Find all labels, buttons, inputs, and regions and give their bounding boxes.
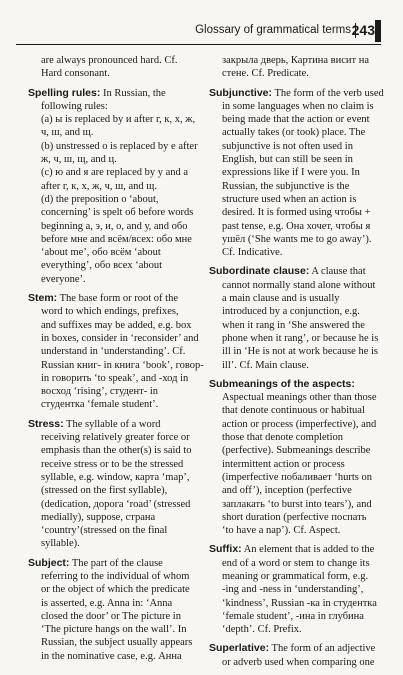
glossary-line: Russian, the subjunctive is the bbox=[222, 180, 350, 192]
glossary-line: after г, к, х, ж, ч, ш, and щ. bbox=[41, 180, 157, 192]
glossary-line: закрыла дверь, Картина висит на bbox=[222, 55, 370, 66]
glossary-line: phone when it rang’, or because he is bbox=[222, 332, 379, 344]
glossary-line: in boxes, consider in ‘reconsider’ and bbox=[41, 332, 199, 344]
glossary-line: Stem: The base form or root of the bbox=[28, 292, 178, 305]
glossary-line: (a) ы is replaced by и after г, к, х, ж, bbox=[41, 114, 196, 126]
glossary-line: a main clause and is usually bbox=[222, 293, 340, 305]
glossary-line: in говорить ‘to speak’, and -ход in bbox=[41, 372, 189, 384]
glossary-term: Subject: bbox=[28, 556, 70, 569]
glossary-line: ‘depth’. Cf. Prefix. bbox=[222, 624, 302, 636]
glossary-line: receive stress or to be the stressed bbox=[41, 458, 184, 470]
glossary-line: Aspectual meanings other than those bbox=[222, 392, 377, 404]
glossary-term: Stress: bbox=[28, 417, 64, 430]
glossary-line: Russian книг- in книга ‘book’, говор- bbox=[41, 359, 204, 371]
left-column bbox=[28, 54, 204, 669]
glossary-line: (perfective). Submeanings describe bbox=[222, 445, 371, 457]
glossary-line: -ing and -ness in ‘understanding’, bbox=[222, 584, 364, 596]
glossary-line: Suffix: An element that is added to the bbox=[209, 543, 375, 556]
glossary-line: receiving relatively greater force or bbox=[41, 432, 190, 444]
glossary-line: стене. Cf. Predicate. bbox=[222, 68, 309, 80]
glossary-line: past tense, e.g. Она хочет, чтобы я bbox=[222, 220, 371, 232]
glossary-line: word to which endings, prefixes, bbox=[41, 306, 179, 318]
glossary-line: closed the door’ or The picture in bbox=[41, 610, 181, 622]
glossary-entry bbox=[28, 87, 200, 286]
glossary-entry bbox=[28, 418, 200, 551]
glossary-line: ill’. Cf. Main clause. bbox=[222, 359, 309, 371]
glossary-line: or adverb used when comparing one bbox=[222, 656, 375, 668]
glossary-term: Subordinate clause: bbox=[209, 265, 310, 278]
glossary-entry bbox=[209, 87, 387, 260]
glossary-entry bbox=[209, 543, 387, 636]
glossary-line: structure used when an action is bbox=[222, 193, 357, 205]
glossary-line: or the object of which the predicate bbox=[41, 584, 190, 596]
glossary-entry bbox=[209, 378, 387, 538]
glossary-line: when it rang in ‘She answered the bbox=[222, 319, 365, 331]
glossary-line: being made that the action or event bbox=[222, 114, 370, 126]
glossary-line: medially), suppose, страна bbox=[41, 511, 156, 523]
glossary-line: ‘kindness’, Russian -ка in студентка bbox=[222, 597, 377, 609]
glossary-line: subjunctive is not often used in bbox=[222, 140, 353, 152]
header-thumb-tab bbox=[375, 20, 381, 42]
glossary-line: Subjunctive: The form of the verb used bbox=[209, 86, 384, 99]
glossary-line: ушёл (‘She wants me to go away’). bbox=[222, 233, 372, 245]
glossary-line: ‘about me’, обо всём ‘about bbox=[41, 247, 161, 259]
glossary-entry bbox=[28, 292, 204, 412]
glossary-line: ч, ш, and щ. bbox=[41, 127, 94, 139]
glossary-entry bbox=[209, 642, 387, 669]
glossary-line: is asserted, e.g. Anna in: ‘Anna bbox=[41, 597, 173, 609]
glossary-line: and suffixes may be added, e.g. box bbox=[41, 319, 192, 331]
glossary-line: Subordinate clause: A clause that bbox=[209, 265, 366, 278]
glossary-term: Suffix: bbox=[209, 543, 242, 556]
glossary-line: Hard consonant. bbox=[41, 68, 110, 80]
glossary-line: actually takes (or took) place. The bbox=[222, 127, 366, 139]
glossary-line: ж, ч, ш, щ, and ц. bbox=[41, 154, 117, 166]
right-column bbox=[209, 54, 387, 675]
glossary-line: are always pronounced hard. Cf. bbox=[41, 55, 178, 66]
glossary-line: beginning а, э, и, о, and у, and обо bbox=[41, 220, 188, 232]
glossary-line: English, but can still be seen in bbox=[222, 154, 353, 166]
glossary-line: Cf. Indicative. bbox=[222, 247, 283, 259]
glossary-entry bbox=[28, 54, 200, 81]
glossary-line: заплакать ‘to burst into tears’), and bbox=[222, 498, 372, 510]
glossary-line: Subject: The part of the clause bbox=[28, 556, 163, 569]
glossary-line: short duration (perfective поспать bbox=[222, 511, 367, 523]
glossary-line: ill in ‘He is not at work because he is bbox=[222, 346, 379, 358]
glossary-line: (imperfective побаливает ‘hurts on bbox=[222, 471, 372, 483]
glossary-line: introduced by a conjunction, e.g. bbox=[222, 306, 360, 318]
glossary-line: in the nominative case, e.g. Анна bbox=[41, 650, 182, 662]
glossary-line: and off’), inception (perfective bbox=[222, 485, 352, 497]
glossary-line: Russian, the subject usually appears bbox=[41, 637, 193, 649]
glossary-line: ‘country’(stressed on the final bbox=[41, 525, 168, 537]
glossary-line: concerning’ is spelt об before words bbox=[41, 207, 194, 219]
page-number: 243 bbox=[351, 22, 375, 38]
glossary-line: (c) ю and я are replaced by у and а bbox=[41, 167, 189, 179]
glossary-line: Spelling rules: In Russian, the bbox=[28, 86, 166, 99]
glossary-line: ‘The picture hangs on the wall’. In bbox=[41, 624, 187, 636]
glossary-entry bbox=[209, 54, 387, 81]
glossary-term: Submeanings of the aspects: bbox=[209, 377, 355, 390]
glossary-line: (stressed on the first syllable), bbox=[41, 485, 168, 497]
glossary-line: in some languages when no claim is bbox=[222, 100, 374, 112]
glossary-line: those that denote completion bbox=[222, 432, 344, 444]
glossary-term: Subjunctive: bbox=[209, 86, 273, 99]
glossary-line bbox=[209, 378, 387, 391]
glossary-line: cannot normally stand alone without bbox=[222, 279, 376, 291]
glossary-entry bbox=[209, 265, 387, 371]
glossary-term: Superlative: bbox=[209, 642, 270, 655]
glossary-line: before мне and всём/всех: обо мне bbox=[41, 233, 192, 245]
glossary-line: восход ‘rising’, студент- in bbox=[41, 386, 159, 398]
glossary-entry bbox=[28, 557, 200, 663]
glossary-term: Spelling rules: bbox=[28, 86, 101, 99]
header-rule bbox=[16, 44, 381, 45]
glossary-line: following rules: bbox=[41, 100, 108, 112]
glossary-line: Superlative: The form of an adjective bbox=[209, 642, 376, 655]
glossary-line: emphasis than the other(s) is said to bbox=[41, 445, 192, 457]
glossary-line: (b) unstressed о is replaced by е after bbox=[41, 140, 198, 152]
glossary-line: everything’, обо всех ‘about bbox=[41, 260, 163, 272]
glossary-line: syllable). bbox=[41, 538, 80, 550]
glossary-line: ‘to have a nap’). Cf. Aspect. bbox=[222, 525, 341, 537]
glossary-line: syllable, e.g. window, карта ‘map’, bbox=[41, 471, 190, 483]
glossary-line: that denote continuous or habitual bbox=[222, 405, 365, 417]
glossary-line: (dedication, дорога ‘road’ (stressed bbox=[41, 498, 191, 510]
glossary-line: understand in ‘understanding’. Cf. bbox=[41, 346, 186, 358]
running-header bbox=[0, 20, 403, 42]
glossary-term: Stem: bbox=[28, 292, 58, 305]
glossary-line: everyone’. bbox=[41, 273, 86, 285]
glossary-line: end of a word or stem to change its bbox=[222, 557, 370, 569]
glossary-line: action or process (imperfective), and bbox=[222, 418, 377, 430]
glossary-line: expressions like if I were you. In bbox=[222, 167, 360, 179]
glossary-line: студентка ‘female student’. bbox=[41, 399, 159, 411]
glossary-line: (d) the preposition о ‘about, bbox=[41, 193, 159, 205]
glossary-line: meaning or grammatical form, e.g. bbox=[222, 570, 369, 582]
glossary-line: ‘female student’, -ина in глубина bbox=[222, 610, 364, 622]
glossary-line: desired. It is formed using чтобы + bbox=[222, 207, 371, 219]
glossary-line: referring to the individual of whom bbox=[41, 570, 190, 582]
glossary-line: intermittent action or process bbox=[222, 458, 345, 470]
glossary-line: Stress: The syllable of a word bbox=[28, 417, 161, 430]
running-header-title: Glossary of grammatical terms bbox=[195, 24, 351, 36]
